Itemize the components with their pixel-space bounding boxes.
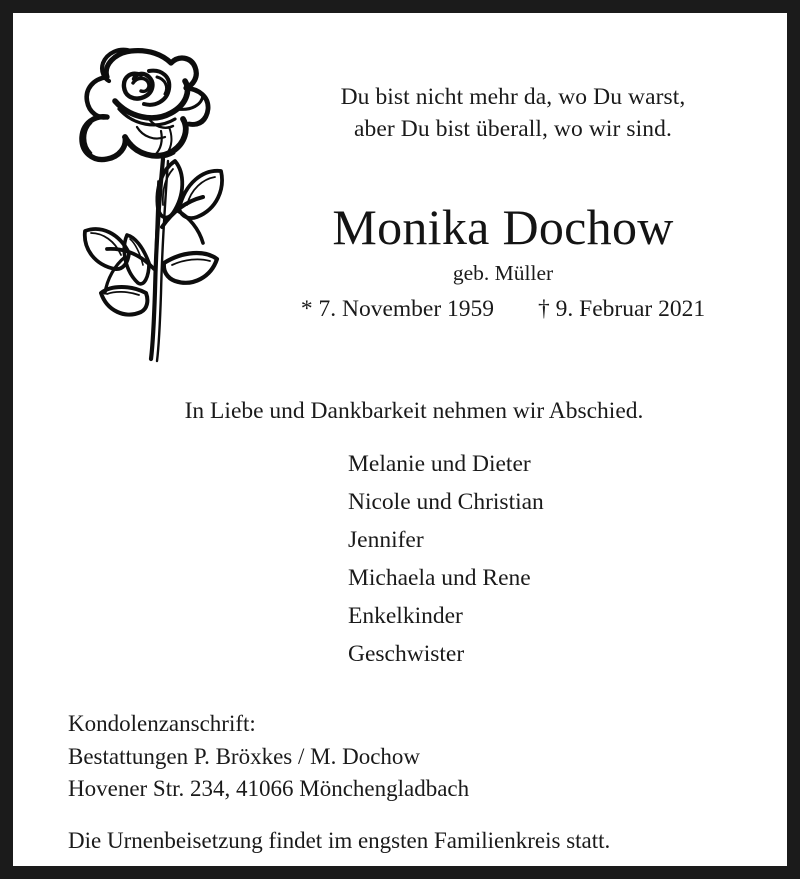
- list-item: Melanie und Dieter: [348, 451, 531, 477]
- street-city-line: Hovener Str. 234, 41066 Mönchengladbach: [68, 776, 470, 801]
- birth-date: * 7. November 1959: [300, 296, 495, 322]
- list-item: Geschwister: [348, 641, 465, 667]
- list-item: Nicole und Christian: [348, 489, 544, 515]
- list-item: Jennifer: [348, 527, 424, 553]
- life-dates: [203, 294, 787, 324]
- death-date: † 9. Februar 2021: [538, 296, 706, 322]
- maiden-name: geb. Müller: [452, 261, 554, 285]
- mourners-list: [348, 445, 728, 673]
- obituary-inner-panel: [13, 13, 787, 866]
- burial-note: Die Urnenbeisetzung findet im engsten Familienkreis statt.: [68, 828, 611, 853]
- quote-line-2: aber Du bist überall, wo wir sind.: [354, 116, 672, 142]
- list-item: Michaela und Rene: [348, 565, 531, 591]
- list-item: Enkelkinder: [348, 603, 463, 629]
- quote-line-1: Du bist nicht mehr da, wo Du warst,: [340, 84, 686, 110]
- memorial-quote: [243, 81, 783, 145]
- condolence-label: Kondolenzanschrift:: [68, 711, 256, 736]
- rose-flower-icon: [45, 31, 225, 366]
- condolence-address-block: [68, 708, 768, 806]
- deceased-name: Monika Dochow: [332, 199, 674, 255]
- deceased-identity-block: [203, 198, 787, 324]
- funeral-home-line: Bestattungen P. Bröxkes / M. Dochow: [68, 743, 421, 769]
- farewell-statement: In Liebe und Dankbarkeit nehmen wir Abschied.: [184, 398, 644, 424]
